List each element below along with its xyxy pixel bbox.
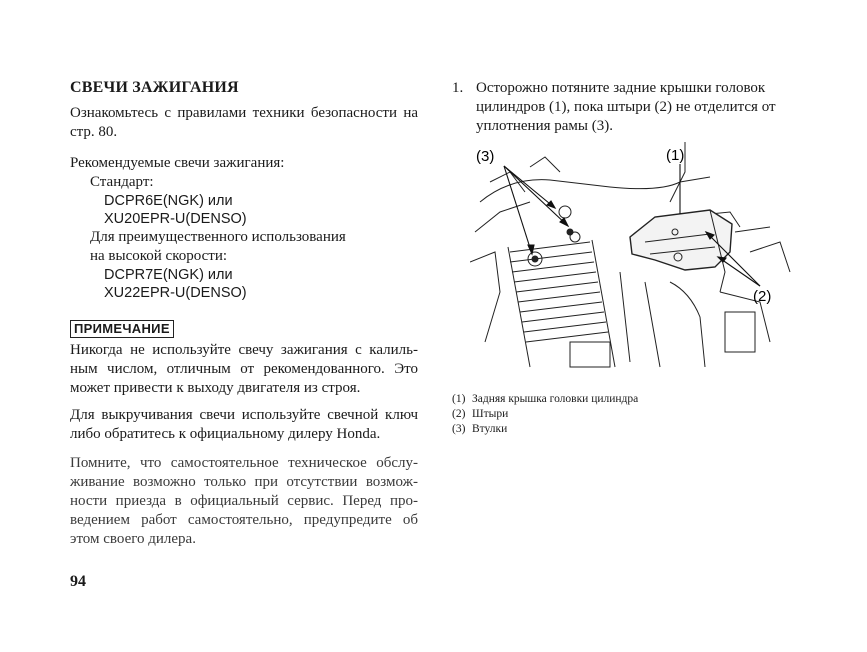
- step-number: 1.: [452, 80, 464, 96]
- right-column: [452, 79, 797, 136]
- section-title: СВЕЧИ ЗАЖИГАНИЯ: [70, 79, 239, 96]
- highspeed-plug-2: XU22EPR-U(DENSO): [104, 285, 247, 301]
- engine-illustration: [470, 142, 800, 370]
- highspeed-label-2: на высокой скорости:: [90, 248, 228, 264]
- callout-2: (2): [753, 288, 772, 305]
- step-text: Осторожно потяните задние крышки головок цилиндров (1), пока штыри (2) не отделится от уплотнения рамы (3).: [476, 80, 776, 134]
- caption-item: (1) Задняя крышка головки цилиндра: [452, 393, 639, 405]
- caption-item: (2) Штыри: [452, 408, 509, 420]
- safety-paragraph: Ознакомьтесь с правилами техники безопасности на стр. 80.: [70, 105, 418, 140]
- callout-1: (1): [666, 147, 685, 164]
- highspeed-plug-1: DCPR7E(NGK) или: [104, 267, 233, 283]
- figure-captions: [452, 392, 638, 437]
- callout-3: (3): [476, 148, 495, 165]
- standard-plug-2: XU20EPR-U(DENSO): [104, 211, 247, 227]
- note-paragraph: Никогда не используйте свечу зажигания с калиль-ным числом, отличным от рекомендованного. Это может привести к выходу двигателя из строя.: [70, 342, 418, 396]
- standard-plug-1: DCPR6E(NGK) или: [104, 193, 233, 209]
- standard-label: Стандарт:: [90, 174, 154, 190]
- left-column: [70, 79, 418, 549]
- highspeed-label-1: Для преимущественного использования: [90, 229, 346, 245]
- page-number: 94: [70, 573, 86, 590]
- reminder-paragraph: Помните, что самостоятельное техническое обслу-живание возможно только при отсутствии возмож-ности приезда в официальный сервис. Перед про-ведением работ самостоятельно, предупредите об этом своего дилера.: [70, 455, 418, 547]
- step-1: [452, 79, 797, 136]
- recommended-label: Рекомендуемые свечи зажигания:: [70, 155, 285, 171]
- note-label: ПРИМЕЧАНИЕ: [70, 320, 174, 338]
- wrench-paragraph: Для выкручивания свечи используйте свечной ключ либо обратитесь к официальному дилеру Honda.: [70, 407, 418, 442]
- caption-item: (3) Втулки: [452, 423, 508, 435]
- engine-drawing: [470, 142, 800, 370]
